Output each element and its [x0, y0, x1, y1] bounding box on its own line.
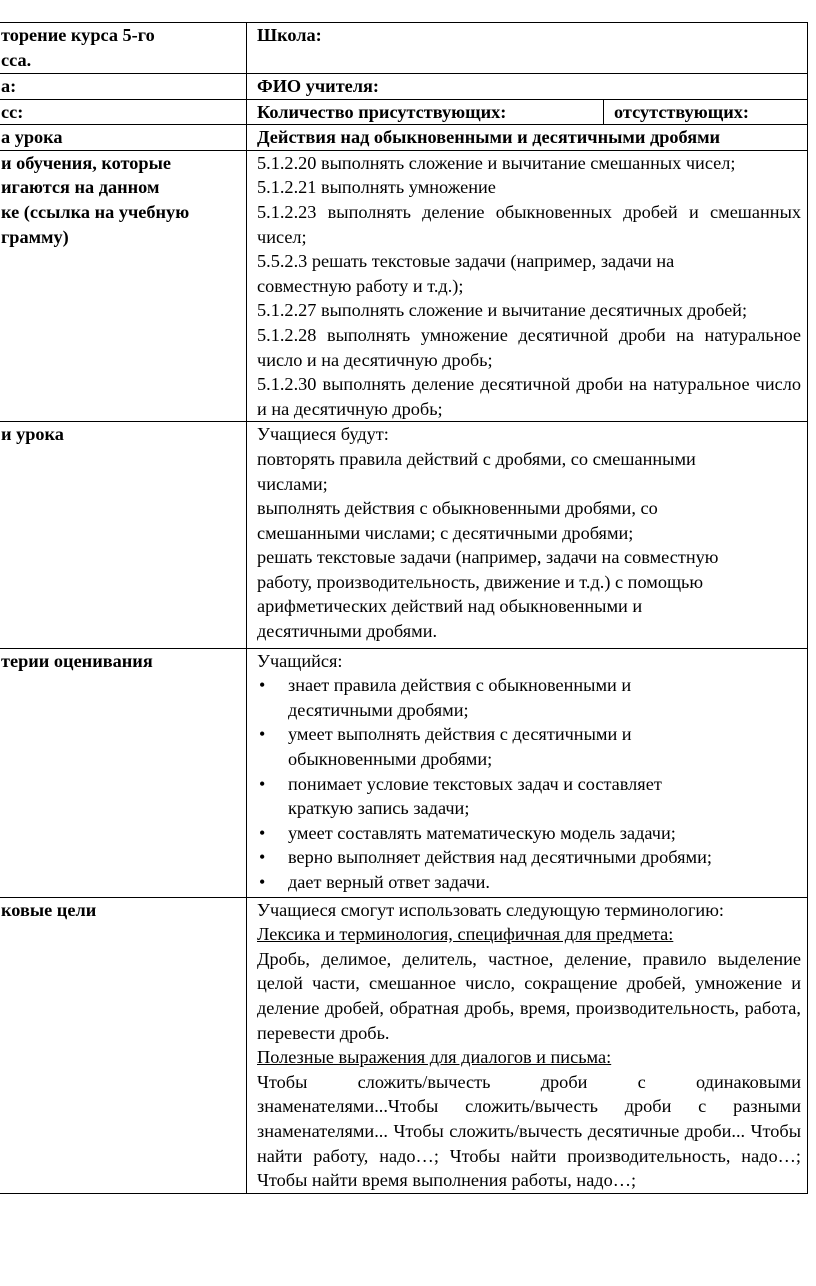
objective-item: 5.1.2.27 выполнять сложение и вычитание десятичных дробей;: [257, 300, 748, 321]
language-goals-content: [247, 897, 808, 1193]
lesson-goals-content: [247, 422, 808, 648]
lesson-topic-value: Действия над обыкновенными и десятичными дробями: [247, 125, 808, 151]
attendance-cell: [247, 99, 808, 125]
lesson-goals-label: и урока: [0, 422, 247, 648]
row-lesson-topic: [0, 125, 808, 151]
language-goals-label: ковые цели: [0, 897, 247, 1193]
objective-item: 5.1.2.21 выполнять умножение: [257, 177, 496, 198]
lesson-goal-item: выполнять действия с обыкновенными дробями, со смешанными числами; с десятичными дробями;: [257, 498, 658, 543]
row-class-attendance: [0, 99, 808, 125]
criteria-content: [247, 648, 808, 897]
criteria-item: • знает правила действия с обыкновенными и десятичными дробями;: [257, 673, 801, 722]
row-criteria: [0, 648, 808, 897]
objectives-list: [247, 150, 808, 422]
objective-item: 5.1.2.23 выполнять деление обыкновенных дробей и смешанных чисел;: [257, 201, 801, 247]
row-date-teacher: [0, 74, 808, 100]
date-label: а:: [0, 74, 247, 100]
lesson-goals-intro: Учащиеся будут:: [257, 424, 389, 445]
objective-item: 5.1.2.20 выполнять сложение и вычитание смешанных чисел;: [257, 152, 736, 173]
row-topic-school: [0, 23, 808, 74]
row-objectives: [0, 150, 808, 422]
language-intro: Учащиеся смогут использовать следующую терминологию:: [257, 899, 724, 920]
phrases-heading: Полезные выражения для диалогов и письма:: [257, 1047, 612, 1068]
vocabulary-text: Дробь, делимое, делитель, частное, деление, правило выделение целой части, смешанное число, сокращение дробей, умножение и деление дробей, обратная дробь, время, производительность, работа, перевести дробь.: [257, 948, 801, 1043]
criteria-label: терии оценивания: [0, 648, 247, 897]
topic-cell: торение курса 5-го сса.: [0, 23, 247, 74]
criteria-item: • умеет составлять математическую модель задачи;: [257, 821, 801, 846]
lesson-plan-table: [0, 22, 808, 1194]
row-language-goals: [0, 897, 808, 1193]
criteria-intro: Учащийся:: [257, 650, 343, 671]
row-lesson-goals: [0, 422, 808, 648]
lesson-goal-item: повторять правила действий с дробями, со смешанными числами;: [257, 448, 696, 494]
criteria-item: • понимает условие текстовых задач и составляет краткую запись задачи;: [257, 772, 801, 821]
phrases-text: Чтобы сложить/вычесть дроби с одинаковыми знаменателями...Чтобы сложить/вычесть дроби с разными знаменателями... Чтобы сложить/вычесть десятичные дроби... Чтобы найти работу, надо…; Чтобы найти производительность, надо…; Чтобы найти время выполнения работы, надо…;: [257, 1071, 801, 1191]
present-count-label: Количество присутствующих:: [247, 100, 604, 125]
objective-item: 5.1.2.28 выполнять умножение десятичной дроби на натуральное число и на десятичную дробь;: [257, 324, 801, 370]
criteria-item: • дает верный ответ задачи.: [257, 870, 801, 895]
lesson-plan-page: [0, 22, 807, 1194]
lesson-goal-item: решать текстовые задачи (например, задачи на совместную работу, производительность, движение и т.д.) с помощью арифметических действий над обыкновенными и десятичными дробями.: [257, 547, 719, 642]
class-label: сс:: [0, 99, 247, 125]
objective-item: 5.5.2.3 решать текстовые задачи (например, задачи на совместную работу и т.д.);: [257, 251, 675, 296]
objectives-label: и обучения, которые игаются на данном ке (ссылка на учебную грамму): [0, 150, 247, 422]
school-cell: Школа:: [247, 23, 808, 74]
criteria-item: • умеет выполнять действия с десятичными и обыкновенными дробями;: [257, 722, 801, 771]
absent-count-label: отсутствующих:: [614, 101, 749, 122]
lesson-topic-label: а урока: [0, 125, 247, 151]
criteria-item: • верно выполняет действия над десятичными дробями;: [257, 845, 801, 870]
vocabulary-heading: Лексика и терминология, специфичная для предмета:: [257, 924, 674, 945]
objective-item: 5.1.2.30 выполнять деление десятичной дроби на натуральное число и на десятичную дробь;: [257, 374, 801, 419]
teacher-label: ФИО учителя:: [247, 74, 808, 100]
criteria-list: [257, 673, 801, 894]
